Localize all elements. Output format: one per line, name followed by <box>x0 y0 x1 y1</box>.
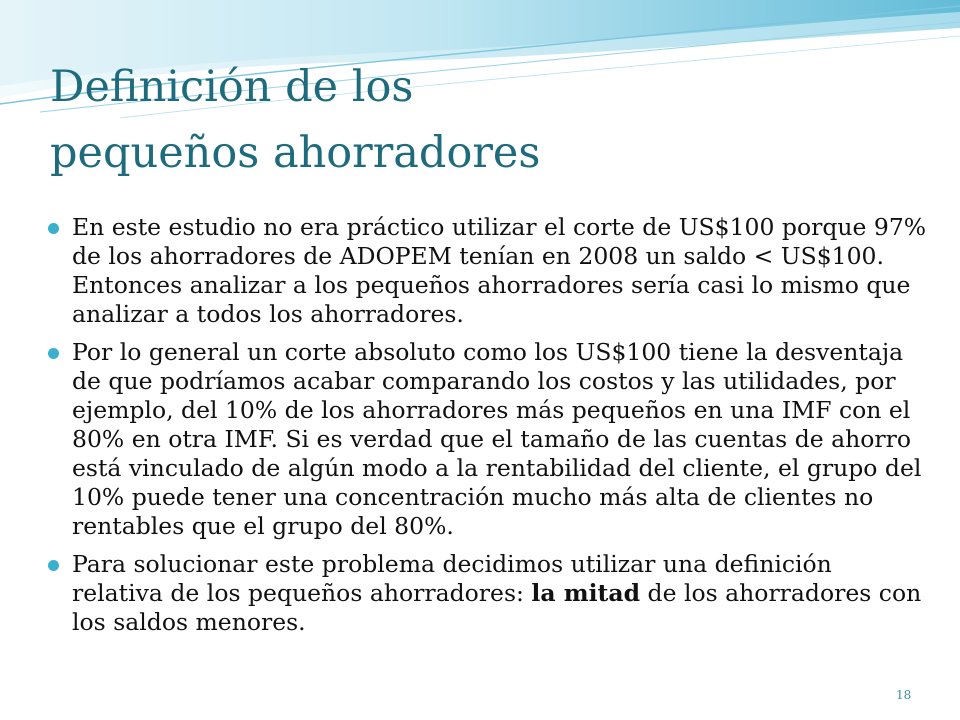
bullet-text-before: Para solucionar este problema decidimos utilizar una definición relativa de los pequeños ahorradores: <box>72 550 832 607</box>
title-line-2: pequeños ahorradores <box>50 128 541 178</box>
bullet-dot-icon <box>48 223 59 234</box>
bullet-text-after: de los ahorradores con los saldos menores. <box>72 579 922 636</box>
bullet-item-3 <box>48 550 928 637</box>
title-line-1: Definición de los <box>50 62 414 112</box>
bullet-text: Por lo general un corte absoluto como los US$100 tiene la desventaja de que podríamos acabar comparando los costos y las utilidades, por ejemplo, del 10% de los ahorradores más pequeños en una IMF con el 80% en otra IMF. Si es verdad que el tamaño de las cuentas de ahorro está vinculado de algún modo a la rentabilidad del cliente, el grupo del 10% puede tener una concentración mucho más alta de clientes no rentables que el grupo del 80%. <box>72 338 922 540</box>
bullet-dot-icon <box>48 348 59 359</box>
bullet-text: En este estudio no era práctico utilizar el corte de US$100 porque 97% de los ahorradores de ADOPEM tenían en 2008 un saldo < US$100. Entonces analizar a los pequeños ahorradores sería casi lo mismo que analizar a todos los ahorradores. <box>72 213 927 328</box>
bullet-item-1 <box>48 213 928 329</box>
page-number: 18 <box>896 688 912 702</box>
bullet-list <box>48 213 928 646</box>
slide-title <box>50 54 910 186</box>
bullet-text-bold: la mitad <box>531 579 641 607</box>
bullet-dot-icon <box>48 560 59 571</box>
bullet-item-2 <box>48 338 928 541</box>
